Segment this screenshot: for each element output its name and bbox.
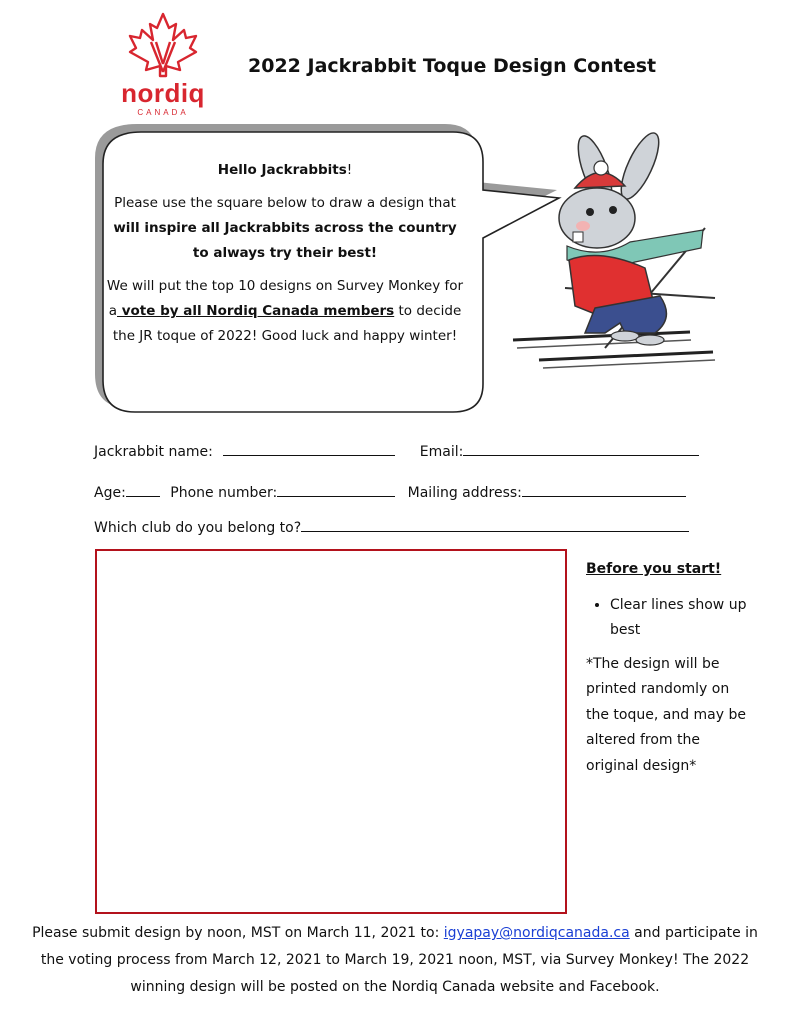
- submission-footer: [30, 920, 760, 1001]
- maple-leaf-skis-icon: [126, 12, 200, 78]
- bubble-greeting: [105, 158, 465, 183]
- club-label: Which club do you belong to?: [94, 520, 302, 536]
- page-title: 2022 Jackrabbit Toque Design Contest: [248, 55, 657, 77]
- p3-bold-underline: vote by all Nordiq Canada members: [117, 303, 395, 319]
- p3-text-end: to decide the JR toque of 2022! Good luck and happy winter!: [112, 303, 462, 344]
- bubble-paragraph-2: [105, 191, 465, 266]
- sidebar-bullets: [586, 593, 756, 644]
- nordiq-canada-logo: [118, 12, 208, 116]
- address-field[interactable]: [522, 482, 686, 497]
- sidebar-note: *The design will be printed randomly on the toque, and may be altered from the original design*: [586, 655, 746, 774]
- form-row-3: [94, 517, 689, 536]
- instructions-sidebar: [586, 557, 756, 779]
- greeting-bold: Hello Jackrabbits: [217, 162, 347, 178]
- email-label: Email:: [419, 444, 464, 460]
- age-label: Age:: [94, 485, 126, 501]
- sidebar-heading: Before you start!: [586, 561, 722, 577]
- p2-text: Please use the square below to draw a design that: [114, 195, 456, 211]
- form-row-2: [94, 482, 686, 501]
- age-field[interactable]: [126, 482, 160, 497]
- bubble-text: [105, 158, 465, 357]
- bubble-paragraph-3: [105, 274, 465, 349]
- list-item: • Clear lines show up best: [610, 593, 756, 644]
- logo-wordmark: nordiq: [121, 78, 205, 108]
- footer-text-end: and participate in the voting process from March 12, 2021 to March 19, 2021 noon, MST, via Survey Monkey! The 2022 winning design will be posted on the Nordiq Canada website and Facebook.: [40, 925, 758, 995]
- phone-field[interactable]: [277, 482, 395, 497]
- submission-email-link[interactable]: igyapay@nordiqcanada.ca: [443, 925, 630, 941]
- greeting-end: !: [346, 162, 353, 178]
- design-drawing-area[interactable]: [95, 549, 567, 914]
- phone-label: Phone number:: [170, 485, 278, 501]
- logo-subtitle: CANADA: [137, 108, 189, 117]
- form-row-1: [94, 441, 699, 460]
- p3-text: We will put the top 10 designs on Survey Monkey for a: [106, 278, 464, 319]
- name-field[interactable]: [223, 441, 395, 456]
- p2-bold: will inspire all Jackrabbits across the country to always try their best!: [113, 220, 457, 261]
- skiing-rabbit-icon: [505, 128, 730, 378]
- email-field[interactable]: [463, 441, 699, 456]
- address-label: Mailing address:: [407, 485, 522, 501]
- club-field[interactable]: [301, 517, 689, 532]
- footer-text-start: Please submit design by noon, MST on March 11, 2021 to:: [32, 925, 444, 941]
- name-label: Jackrabbit name:: [94, 444, 213, 460]
